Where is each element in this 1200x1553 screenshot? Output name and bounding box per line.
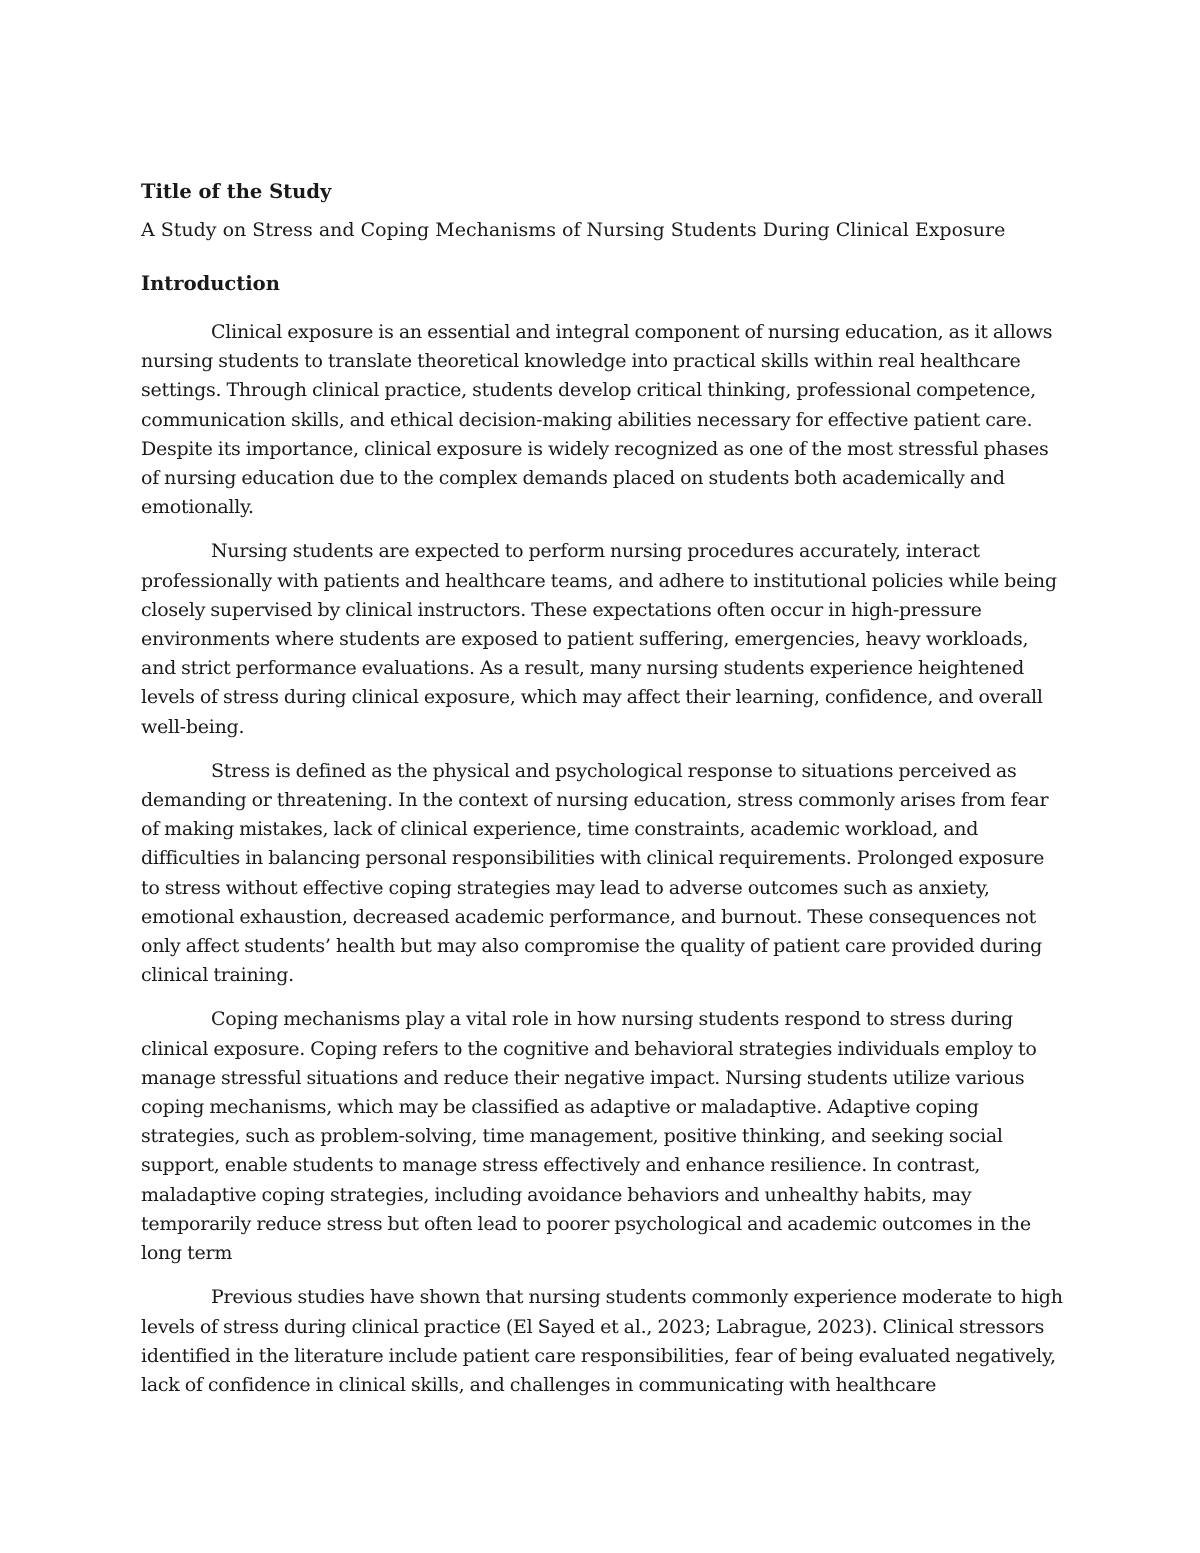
- body-paragraph: Coping mechanisms play a vital role in how nursing students respond to stress during clinical exposure. Coping refers to the cognitive and behavioral strategies individuals employ to manage stressful situations and reduce their negative impact. Nursing students utilize various coping mechanisms, which may be classified as adaptive or maladaptive. Adaptive coping strategies, such as problem-solving, time management, positive thinking, and seeking social support, enable students to manage stress effectively and enhance resilience. In contrast, maladaptive coping strategies, including avoidance behaviors and unhealthy habits, may temporarily reduce stress but often lead to poorer psychological and academic outcomes in the long term: [141, 1008, 1037, 1265]
- body-paragraph: Stress is defined as the physical and psychological response to situations perceived as demanding or threatening. In the context of nursing education, stress commonly arises from fear of making mistakes, lack of clinical experience, time constraints, academic workload, and difficulties in balancing personal responsibilities with clinical requirements. Prolonged exposure to stress without effective coping strategies may lead to adverse outcomes such as anxiety, emotional exhaustion, decreased academic performance, and burnout. These consequences not only affect students’ health but may also compromise the quality of patient care provided during clinical training.: [141, 759, 1049, 987]
- title-heading: Title of the Study: [141, 180, 332, 203]
- document-body: [141, 178, 1066, 1400]
- study-title: A Study on Stress and Coping Mechanisms of Nursing Students During Clinical Exposure: [141, 219, 1006, 241]
- body-paragraph: Nursing students are expected to perform nursing procedures accurately, interact professionally with patients and healthcare teams, and adhere to institutional policies while being closely supervised by clinical instructors. These expectations often occur in high-pressure environments where students are exposed to patient suffering, emergencies, heavy workloads, and strict performance evaluations. As a result, many nursing students experience heightened levels of stress during clinical exposure, which may affect their learning, confidence, and overall well-being.: [141, 540, 1057, 738]
- section-heading-introduction: Introduction: [141, 272, 280, 295]
- body-paragraph: Clinical exposure is an essential and integral component of nursing education, as it allows nursing students to translate theoretical knowledge into practical skills within real healthcare settings. Through clinical practice, students develop critical thinking, professional competence, communication skills, and ethical decision-making abilities necessary for effective patient care. Despite its importance, clinical exposure is widely recognized as one of the most stressful phases of nursing education due to the complex demands placed on students both academically and emotionally.: [141, 321, 1053, 519]
- body-paragraph: Previous studies have shown that nursing students commonly experience moderate to high levels of stress during clinical practice (El Sayed et al., 2023; Labrague, 2023). Clinical stressors identified in the literature include patient care responsibilities, fear of being evaluated negatively, lack of confidence in clinical skills, and challenges in communicating with healthcare: [141, 1286, 1063, 1396]
